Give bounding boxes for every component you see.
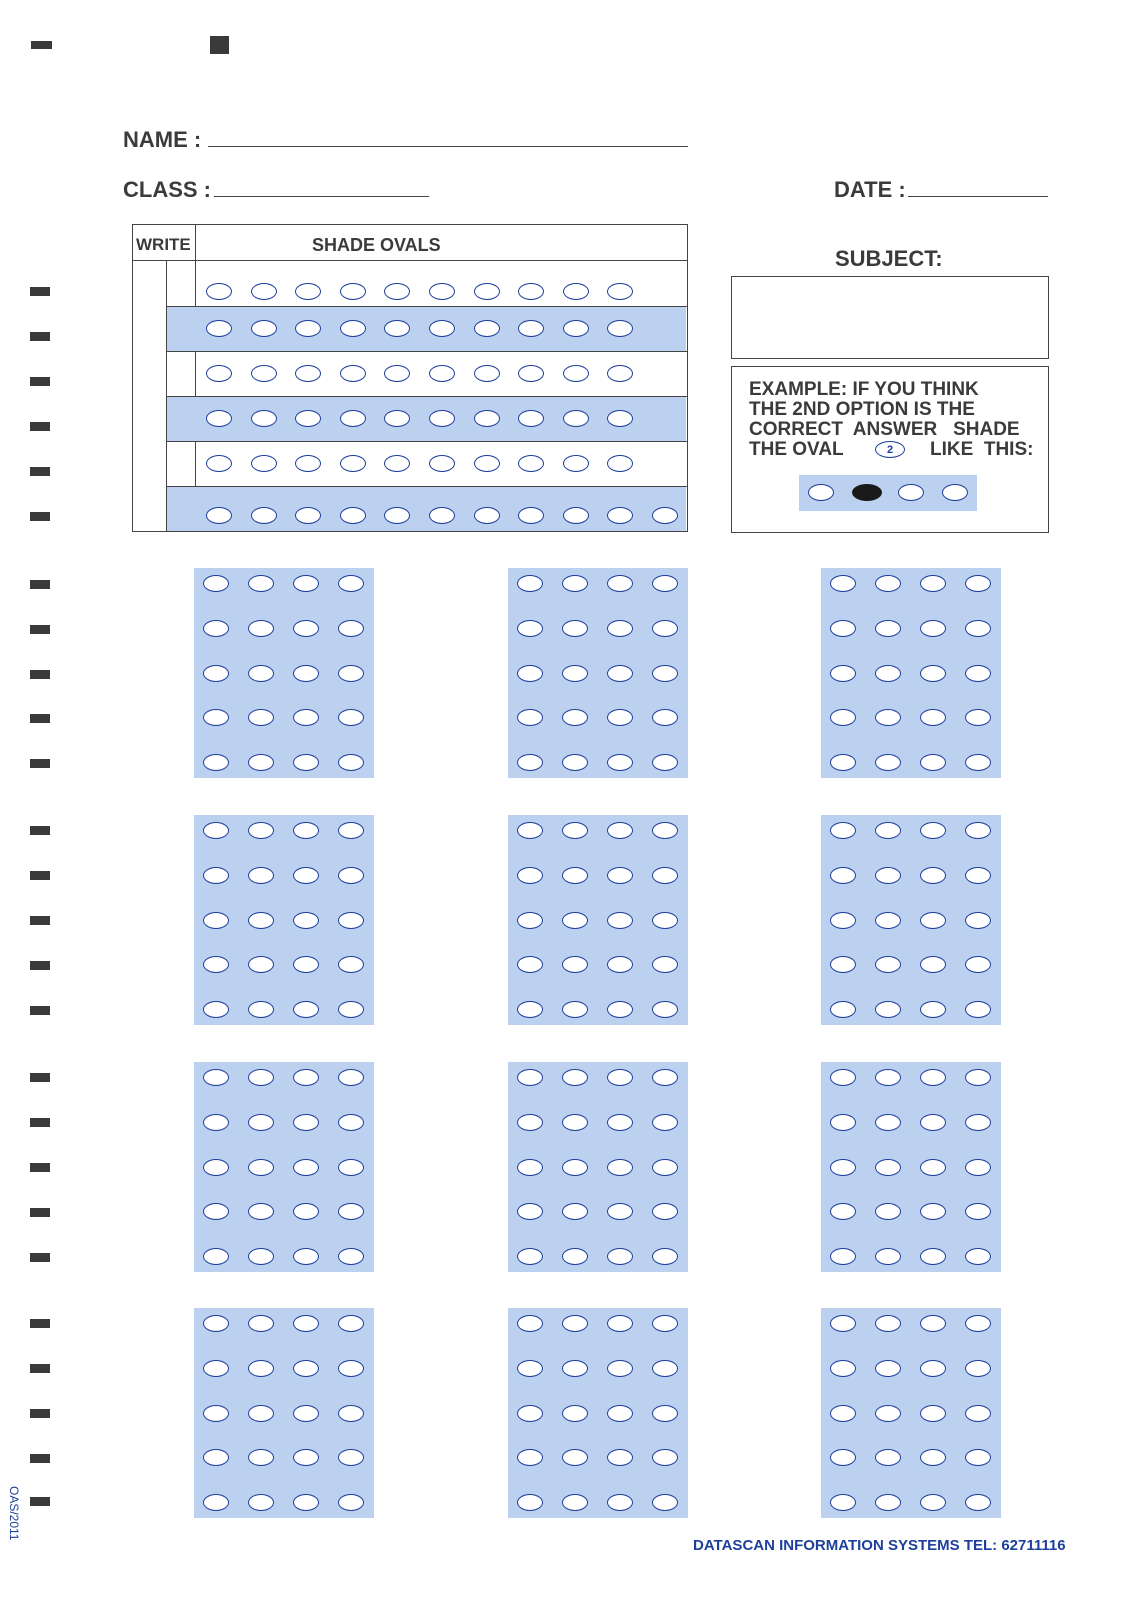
index-digit-oval[interactable] <box>295 365 321 382</box>
timing-mark <box>30 916 50 925</box>
timing-mark <box>30 1454 50 1463</box>
footer-company: DATASCAN INFORMATION SYSTEMS TEL: 62711116 <box>693 1537 1066 1554</box>
index-digit-oval[interactable] <box>518 283 544 300</box>
answer-oval[interactable] <box>920 665 946 682</box>
index-digit-oval[interactable] <box>474 455 500 472</box>
index-letter-oval[interactable] <box>563 507 589 524</box>
answer-oval[interactable] <box>875 575 901 592</box>
subject-label: SUBJECT: <box>835 246 943 271</box>
answer-oval[interactable] <box>517 1315 543 1332</box>
answer-oval[interactable] <box>920 1405 946 1422</box>
index-letter-oval[interactable] <box>340 507 366 524</box>
answer-oval[interactable] <box>562 1405 588 1422</box>
index-digit-oval[interactable] <box>384 365 410 382</box>
index-digit-oval[interactable] <box>563 410 589 427</box>
answer-oval[interactable] <box>517 1405 543 1422</box>
answer-oval[interactable] <box>203 620 229 637</box>
example-oval-2: 2 <box>875 441 905 458</box>
timing-mark <box>30 287 50 296</box>
shade-ovals-label: SHADE OVALS <box>312 235 441 255</box>
index-digit-oval[interactable] <box>251 365 277 382</box>
index-row-divider <box>166 486 687 487</box>
answer-oval[interactable] <box>652 1114 678 1131</box>
subject-field[interactable] <box>731 276 1049 359</box>
answer-oval[interactable] <box>920 620 946 637</box>
answer-oval[interactable] <box>203 1159 229 1176</box>
index-number-box <box>132 224 688 532</box>
timing-mark <box>30 826 50 835</box>
answer-oval[interactable] <box>338 1069 364 1086</box>
index-digit-oval[interactable] <box>563 365 589 382</box>
index-digit-oval[interactable] <box>340 455 366 472</box>
timing-mark <box>30 759 50 768</box>
answer-oval[interactable] <box>920 1159 946 1176</box>
answer-oval[interactable] <box>562 1069 588 1086</box>
index-digit-oval[interactable] <box>340 410 366 427</box>
index-row-divider <box>166 306 687 307</box>
index-digit-oval[interactable] <box>607 455 633 472</box>
answer-oval[interactable] <box>248 620 274 637</box>
answer-oval[interactable] <box>248 1069 274 1086</box>
answer-oval[interactable] <box>652 912 678 929</box>
timing-mark <box>30 871 50 880</box>
timing-mark <box>30 1118 50 1127</box>
answer-oval[interactable] <box>338 1405 364 1422</box>
answer-oval[interactable] <box>562 867 588 884</box>
answer-oval[interactable] <box>562 1360 588 1377</box>
index-digit-oval[interactable] <box>474 365 500 382</box>
answer-oval[interactable] <box>965 822 991 839</box>
answer-oval[interactable] <box>965 912 991 929</box>
index-row-divider <box>166 351 687 352</box>
index-digit-oval[interactable] <box>384 455 410 472</box>
answer-oval[interactable] <box>293 620 319 637</box>
index-digit-oval[interactable] <box>295 455 321 472</box>
example-line-3: CORRECT ANSWER SHADE <box>749 419 1020 440</box>
answer-oval[interactable] <box>517 620 543 637</box>
answer-oval[interactable] <box>293 822 319 839</box>
answer-oval[interactable] <box>293 1069 319 1086</box>
answer-oval[interactable] <box>652 1405 678 1422</box>
answer-oval[interactable] <box>203 822 229 839</box>
answer-oval[interactable] <box>338 822 364 839</box>
answer-oval[interactable] <box>293 1405 319 1422</box>
index-row-band <box>167 486 686 531</box>
index-digit-oval[interactable] <box>474 320 500 337</box>
answer-oval[interactable] <box>875 1114 901 1131</box>
answer-oval[interactable] <box>562 912 588 929</box>
answer-oval[interactable] <box>607 620 633 637</box>
answer-oval[interactable] <box>248 665 274 682</box>
name-label: NAME : <box>123 127 202 152</box>
answer-oval[interactable] <box>965 1114 991 1131</box>
answer-oval[interactable] <box>607 822 633 839</box>
timing-mark <box>30 1208 50 1217</box>
answer-oval[interactable] <box>965 1159 991 1176</box>
answer-oval[interactable] <box>203 1114 229 1131</box>
answer-oval[interactable] <box>203 1360 229 1377</box>
answer-oval[interactable] <box>830 1114 856 1131</box>
answer-oval[interactable] <box>293 1114 319 1131</box>
timing-mark <box>30 580 50 589</box>
index-digit-oval[interactable] <box>429 283 455 300</box>
answer-oval[interactable] <box>652 1159 678 1176</box>
index-digit-oval[interactable] <box>384 283 410 300</box>
header-divider <box>133 260 687 261</box>
form-code: OAS/2011 <box>7 1486 21 1541</box>
timing-mark <box>30 1319 50 1328</box>
answer-oval[interactable] <box>338 912 364 929</box>
answer-oval[interactable] <box>293 1159 319 1176</box>
index-digit-oval[interactable] <box>563 283 589 300</box>
timing-mark <box>30 1497 50 1506</box>
index-digit-oval[interactable] <box>607 283 633 300</box>
answer-oval[interactable] <box>607 1114 633 1131</box>
answer-oval[interactable] <box>607 1360 633 1377</box>
answer-oval[interactable] <box>203 665 229 682</box>
answer-oval[interactable] <box>338 867 364 884</box>
answer-oval[interactable] <box>248 1360 274 1377</box>
answer-oval[interactable] <box>338 575 364 592</box>
answer-oval[interactable] <box>965 1315 991 1332</box>
answer-oval[interactable] <box>607 912 633 929</box>
answer-oval[interactable] <box>965 1069 991 1086</box>
answer-oval[interactable] <box>517 665 543 682</box>
timing-mark <box>30 1163 50 1172</box>
answer-oval[interactable] <box>517 1159 543 1176</box>
answer-oval[interactable] <box>875 1159 901 1176</box>
answer-oval[interactable] <box>830 867 856 884</box>
answer-oval[interactable] <box>920 1360 946 1377</box>
class-label: CLASS : <box>123 177 211 202</box>
answer-oval[interactable] <box>293 665 319 682</box>
index-digit-oval[interactable] <box>518 365 544 382</box>
answer-oval[interactable] <box>203 867 229 884</box>
write-column-divider <box>195 225 196 260</box>
index-digit-oval[interactable] <box>295 410 321 427</box>
index-letter-oval[interactable] <box>429 507 455 524</box>
answer-oval[interactable] <box>830 1069 856 1086</box>
answer-oval[interactable] <box>293 912 319 929</box>
date-field[interactable] <box>908 196 1048 197</box>
answer-oval[interactable] <box>920 912 946 929</box>
index-letter-oval[interactable] <box>206 507 232 524</box>
timing-mark <box>30 1364 50 1373</box>
answer-oval[interactable] <box>517 575 543 592</box>
timing-mark <box>30 422 50 431</box>
index-digit-oval[interactable] <box>563 455 589 472</box>
index-digit-oval[interactable] <box>474 283 500 300</box>
answer-oval[interactable] <box>652 822 678 839</box>
answer-oval[interactable] <box>517 912 543 929</box>
answer-oval[interactable] <box>338 1159 364 1176</box>
answer-oval[interactable] <box>562 822 588 839</box>
example-box <box>731 366 1049 533</box>
answer-oval[interactable] <box>965 665 991 682</box>
index-digit-oval[interactable] <box>251 320 277 337</box>
answer-oval[interactable] <box>607 867 633 884</box>
answer-oval[interactable] <box>562 1315 588 1332</box>
index-digit-oval[interactable] <box>518 320 544 337</box>
timing-mark <box>30 625 50 634</box>
answer-oval[interactable] <box>203 1069 229 1086</box>
index-row-divider <box>166 441 687 442</box>
answer-oval[interactable] <box>517 822 543 839</box>
index-digit-oval[interactable] <box>295 283 321 300</box>
answer-oval[interactable] <box>338 665 364 682</box>
answer-oval[interactable] <box>652 1315 678 1332</box>
answer-oval[interactable] <box>293 1360 319 1377</box>
index-letter-oval[interactable] <box>518 507 544 524</box>
index-digit-oval[interactable] <box>206 320 232 337</box>
answer-oval[interactable] <box>248 575 274 592</box>
example-oval <box>942 484 968 501</box>
answer-oval[interactable] <box>607 1159 633 1176</box>
index-digit-oval[interactable] <box>251 283 277 300</box>
index-digit-oval[interactable] <box>206 410 232 427</box>
index-digit-oval[interactable] <box>563 320 589 337</box>
answer-oval[interactable] <box>562 575 588 592</box>
timing-mark <box>30 961 50 970</box>
registration-mark <box>31 41 52 49</box>
answer-oval[interactable] <box>830 822 856 839</box>
write-label: WRITE <box>136 235 191 254</box>
index-digit-oval[interactable] <box>429 455 455 472</box>
timing-mark <box>30 714 50 723</box>
answer-oval[interactable] <box>652 620 678 637</box>
answer-oval[interactable] <box>875 1315 901 1332</box>
answer-oval[interactable] <box>293 1315 319 1332</box>
index-letter-oval[interactable] <box>251 507 277 524</box>
answer-oval[interactable] <box>830 912 856 929</box>
index-digit-oval[interactable] <box>295 320 321 337</box>
answer-oval[interactable] <box>875 620 901 637</box>
answer-oval[interactable] <box>920 575 946 592</box>
index-digit-oval[interactable] <box>518 455 544 472</box>
answer-oval[interactable] <box>920 822 946 839</box>
answer-oval[interactable] <box>920 1069 946 1086</box>
index-digit-oval[interactable] <box>429 365 455 382</box>
answer-oval[interactable] <box>965 575 991 592</box>
answer-oval[interactable] <box>203 1405 229 1422</box>
timing-mark <box>30 467 50 476</box>
answer-oval[interactable] <box>517 1069 543 1086</box>
answer-oval[interactable] <box>562 1114 588 1131</box>
answer-oval[interactable] <box>607 1315 633 1332</box>
index-digit-oval[interactable] <box>206 283 232 300</box>
answer-oval[interactable] <box>517 1114 543 1131</box>
answer-oval[interactable] <box>607 1069 633 1086</box>
answer-oval[interactable] <box>920 1114 946 1131</box>
answer-oval[interactable] <box>562 665 588 682</box>
answer-oval[interactable] <box>248 1405 274 1422</box>
answer-oval[interactable] <box>830 575 856 592</box>
timing-mark <box>30 512 50 521</box>
date-label: DATE : <box>834 177 906 202</box>
answer-oval[interactable] <box>965 620 991 637</box>
answer-oval[interactable] <box>875 912 901 929</box>
answer-oval[interactable] <box>830 620 856 637</box>
index-letter-oval[interactable] <box>474 507 500 524</box>
timing-mark <box>30 332 50 341</box>
answer-oval[interactable] <box>652 1360 678 1377</box>
example-oval <box>898 484 924 501</box>
answer-oval[interactable] <box>830 1315 856 1332</box>
answer-oval[interactable] <box>517 867 543 884</box>
answer-oval[interactable] <box>652 1069 678 1086</box>
answer-oval[interactable] <box>517 1360 543 1377</box>
index-digit-oval[interactable] <box>340 365 366 382</box>
index-digit-oval[interactable] <box>474 410 500 427</box>
index-digit-oval[interactable] <box>607 365 633 382</box>
answer-oval[interactable] <box>248 912 274 929</box>
timing-mark <box>30 1253 50 1262</box>
answer-oval[interactable] <box>652 665 678 682</box>
answer-oval[interactable] <box>338 1114 364 1131</box>
answer-oval[interactable] <box>562 1159 588 1176</box>
answer-oval[interactable] <box>293 575 319 592</box>
answer-oval[interactable] <box>203 575 229 592</box>
answer-oval[interactable] <box>920 867 946 884</box>
answer-oval[interactable] <box>830 665 856 682</box>
timing-mark <box>30 1073 50 1082</box>
answer-oval[interactable] <box>875 1069 901 1086</box>
index-letter-oval[interactable] <box>652 507 678 524</box>
index-digit-oval[interactable] <box>429 410 455 427</box>
index-digit-oval[interactable] <box>206 365 232 382</box>
index-digit-oval[interactable] <box>340 320 366 337</box>
answer-oval[interactable] <box>338 620 364 637</box>
example-line-2: THE 2ND OPTION IS THE <box>749 399 975 420</box>
timing-mark <box>30 670 50 679</box>
example-line-4: THE OVAL <box>749 439 844 460</box>
answer-oval[interactable] <box>607 575 633 592</box>
answer-oval[interactable] <box>248 1114 274 1131</box>
index-letter-oval[interactable] <box>295 507 321 524</box>
index-digit-oval[interactable] <box>206 455 232 472</box>
answer-oval[interactable] <box>562 620 588 637</box>
index-digit-oval[interactable] <box>251 455 277 472</box>
name-field[interactable] <box>208 146 688 147</box>
answer-oval[interactable] <box>875 665 901 682</box>
answer-oval[interactable] <box>830 1405 856 1422</box>
answer-oval[interactable] <box>965 1405 991 1422</box>
answer-oval[interactable] <box>830 1159 856 1176</box>
class-field[interactable] <box>214 196 429 197</box>
index-digit-oval[interactable] <box>429 320 455 337</box>
answer-oval[interactable] <box>248 1159 274 1176</box>
example-line-1: EXAMPLE: IF YOU THINK <box>749 379 979 400</box>
example-filled-oval <box>852 484 882 501</box>
timing-mark <box>30 377 50 386</box>
answer-oval[interactable] <box>203 1315 229 1332</box>
answer-oval[interactable] <box>965 1360 991 1377</box>
example-oval <box>808 484 834 501</box>
answer-oval[interactable] <box>607 665 633 682</box>
index-digit-oval[interactable] <box>518 410 544 427</box>
index-digit-oval[interactable] <box>340 283 366 300</box>
timing-mark <box>30 1006 50 1015</box>
answer-oval[interactable] <box>652 867 678 884</box>
answer-oval[interactable] <box>920 1315 946 1332</box>
answer-oval[interactable] <box>248 822 274 839</box>
example-line-4-end: LIKE THIS: <box>930 439 1034 460</box>
answer-oval[interactable] <box>830 1360 856 1377</box>
answer-oval[interactable] <box>875 822 901 839</box>
answer-oval[interactable] <box>338 1360 364 1377</box>
timing-mark <box>30 1409 50 1418</box>
answer-oval[interactable] <box>965 867 991 884</box>
answer-oval[interactable] <box>875 867 901 884</box>
index-row-divider <box>166 396 687 397</box>
answer-oval[interactable] <box>248 1315 274 1332</box>
answer-oval[interactable] <box>875 1360 901 1377</box>
answer-oval[interactable] <box>607 1405 633 1422</box>
answer-oval[interactable] <box>293 867 319 884</box>
answer-oval[interactable] <box>652 575 678 592</box>
index-digit-oval[interactable] <box>251 410 277 427</box>
answer-oval[interactable] <box>248 867 274 884</box>
answer-oval[interactable] <box>203 912 229 929</box>
registration-mark <box>210 36 229 54</box>
answer-oval[interactable] <box>338 1315 364 1332</box>
answer-oval[interactable] <box>875 1405 901 1422</box>
